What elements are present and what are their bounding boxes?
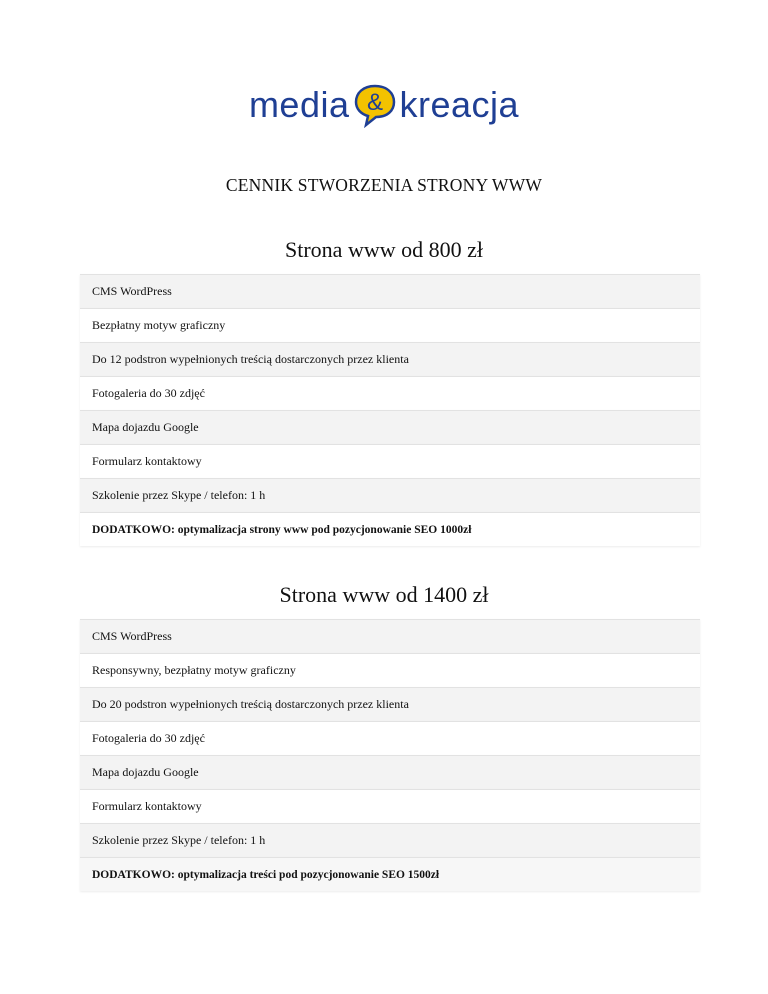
table-row-extra: DODATKOWO: optymalizacja strony www pod pozycjonowanie SEO 1000zł bbox=[80, 512, 700, 546]
table-row: Formularz kontaktowy bbox=[80, 444, 700, 478]
table-row: Szkolenie przez Skype / telefon: 1 h bbox=[80, 478, 700, 512]
table-row: CMS WordPress bbox=[80, 274, 700, 308]
table-row: Formularz kontaktowy bbox=[80, 789, 700, 823]
table-row: CMS WordPress bbox=[80, 619, 700, 653]
logo bbox=[0, 80, 768, 130]
table-row: Do 20 podstron wypełnionych treścią dostarczonych przez klienta bbox=[80, 687, 700, 721]
logo-word-left: media bbox=[248, 84, 350, 125]
section-title-2: Strona www od 1400 zł bbox=[279, 582, 489, 607]
table-row: Mapa dojazdu Google bbox=[80, 410, 700, 444]
page-title: CENNIK STWORZENIA STRONY WWW bbox=[225, 175, 543, 195]
table-row: Mapa dojazdu Google bbox=[80, 755, 700, 789]
table-row: Bezpłatny motyw graficzny bbox=[80, 308, 700, 342]
table-row-extra: DODATKOWO: optymalizacja treści pod pozycjonowanie SEO 1500zł bbox=[80, 857, 700, 891]
table-row: Fotogaleria do 30 zdjęć bbox=[80, 721, 700, 755]
table-row: Do 12 podstron wypełnionych treścią dostarczonych przez klienta bbox=[80, 342, 700, 376]
svg-text:&: & bbox=[366, 89, 383, 116]
price-table-1 bbox=[80, 274, 700, 546]
table-row: Szkolenie przez Skype / telefon: 1 h bbox=[80, 823, 700, 857]
price-table-2 bbox=[80, 619, 700, 891]
logo-word-right: kreacja bbox=[399, 84, 520, 125]
section-title-1: Strona www od 800 zł bbox=[285, 237, 483, 262]
speech-bubble-icon bbox=[352, 82, 398, 128]
table-row: Responsywny, bezpłatny motyw graficzny bbox=[80, 653, 700, 687]
table-row: Fotogaleria do 30 zdjęć bbox=[80, 376, 700, 410]
